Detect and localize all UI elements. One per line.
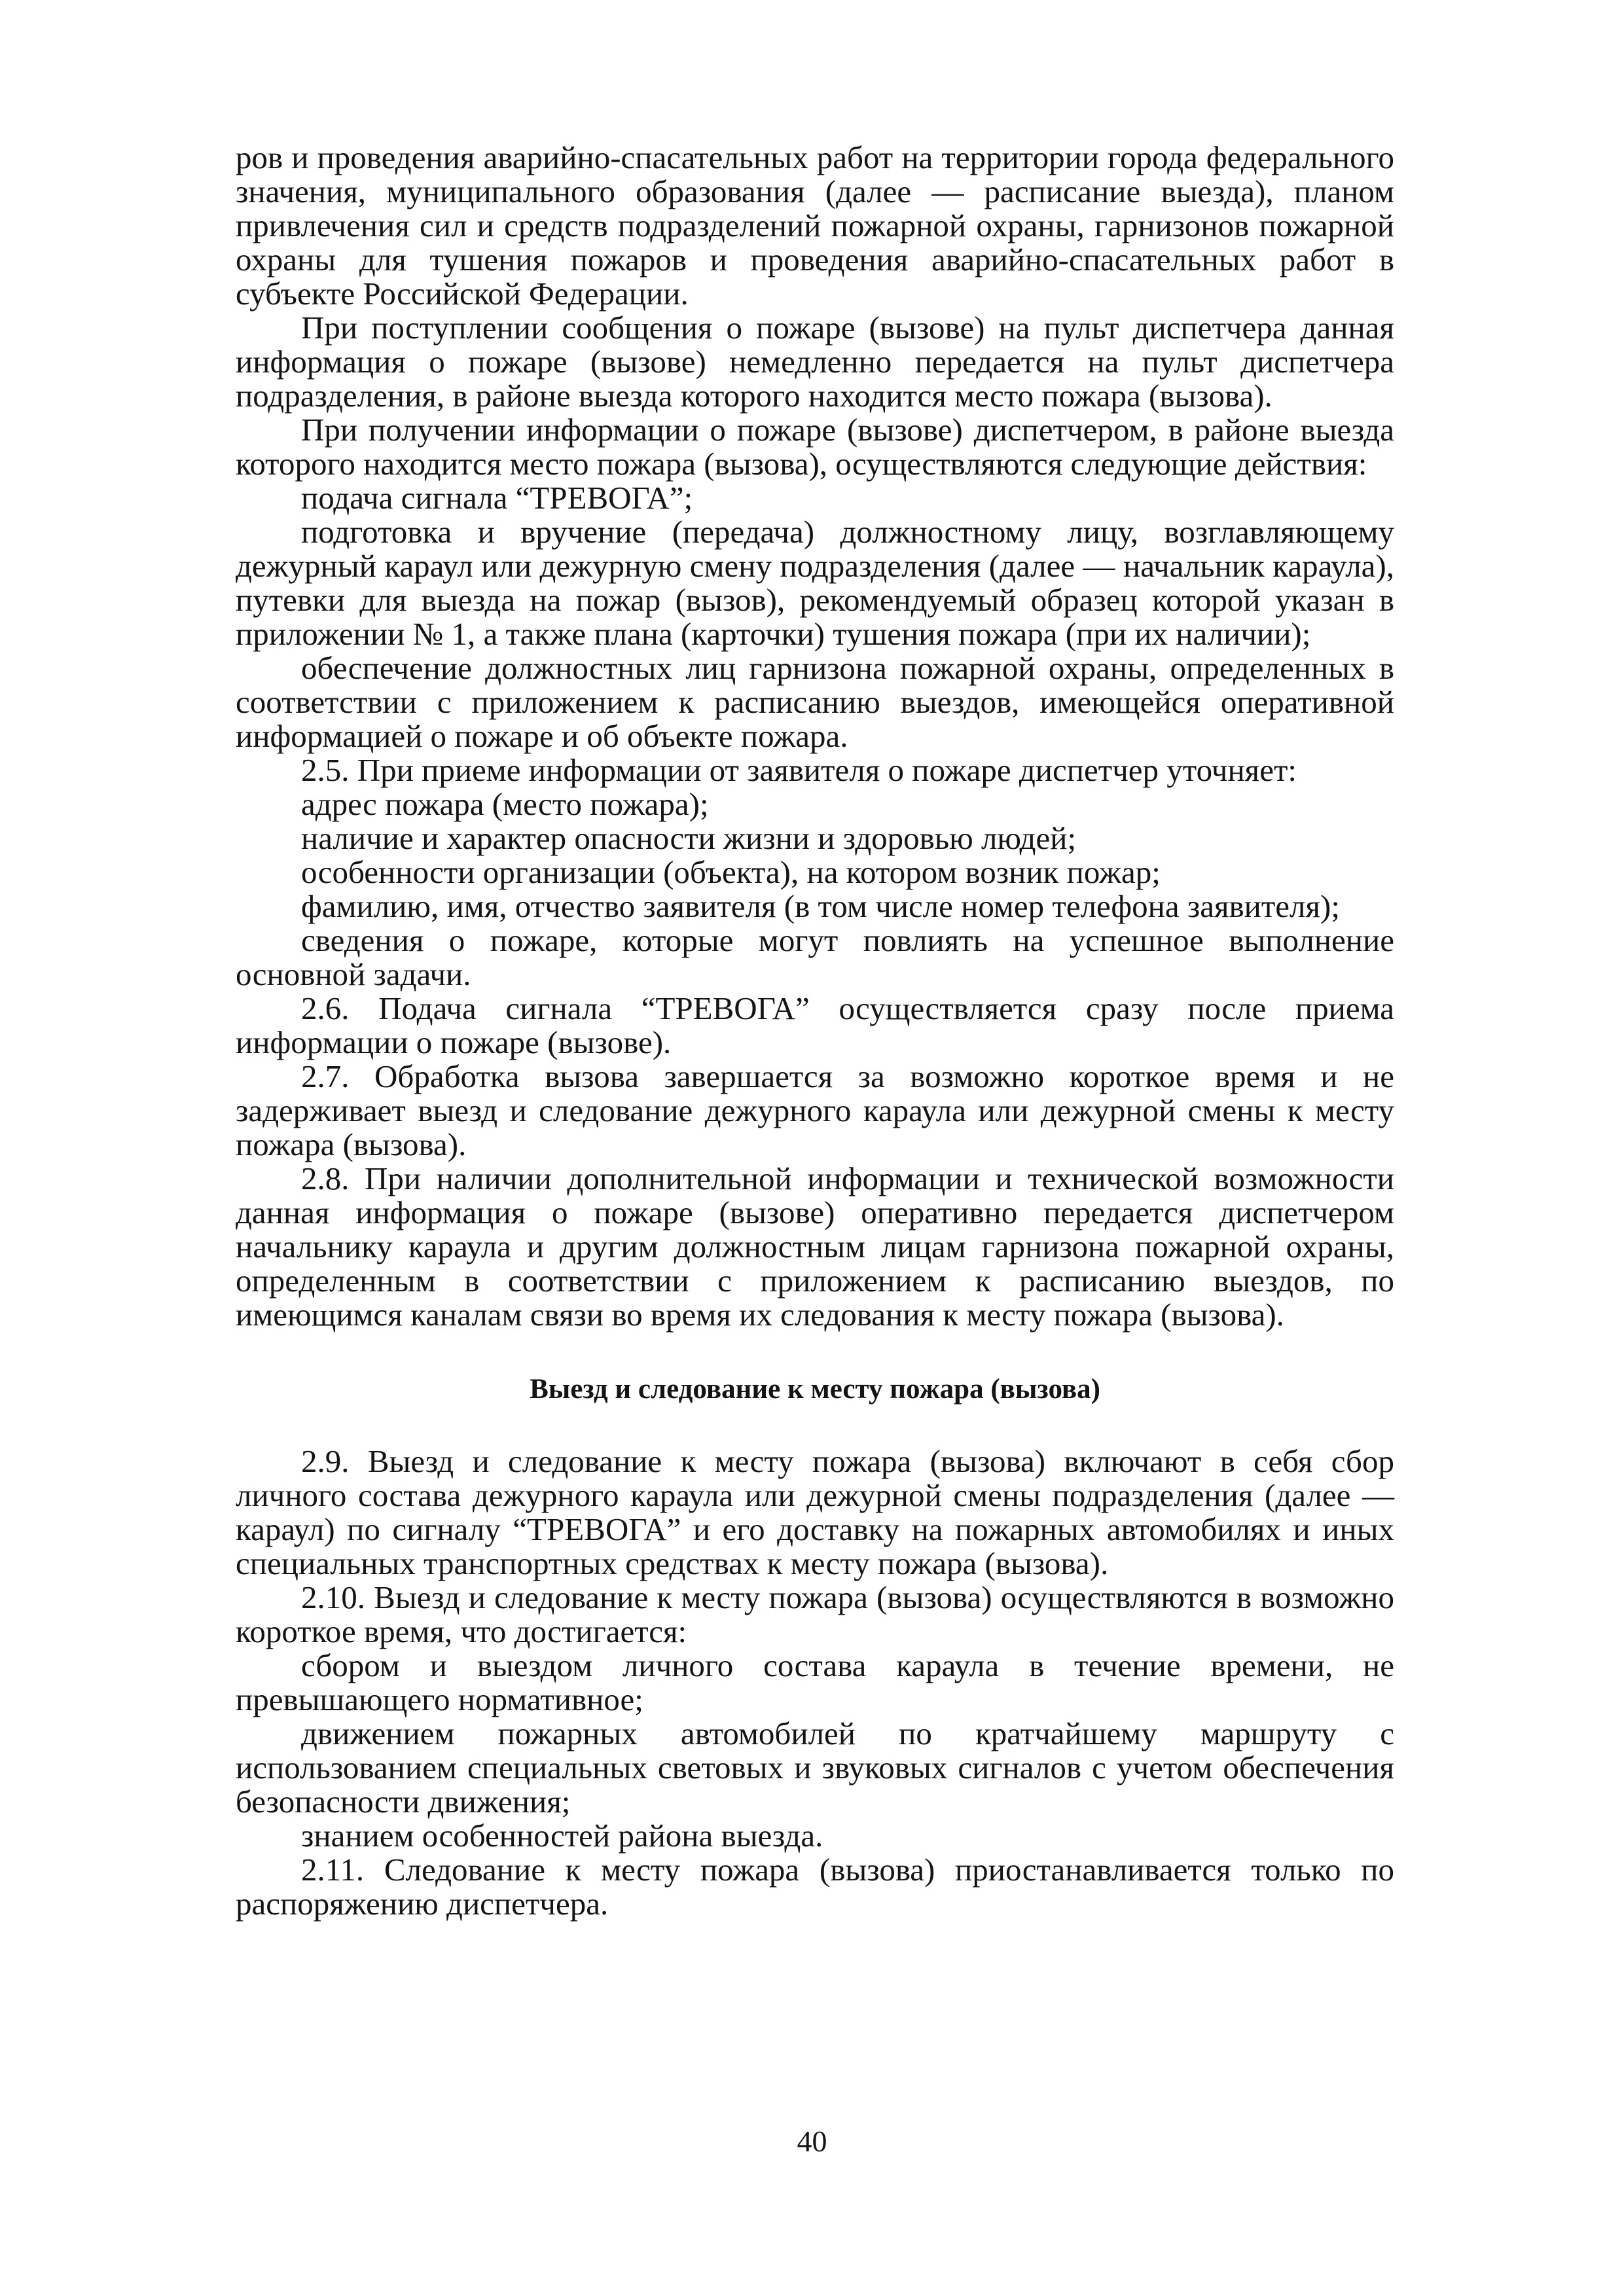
list-item-area-knowledge: знанием особенностей района выезда. bbox=[301, 1818, 823, 1854]
paragraph-2-8: 2.8. При наличии дополнительной информации и технической возможности данная информация о пожаре (вызове) оперативно передается диспетчером начальнику караула и другим должностным лицам гарнизона пожарной охраны, определенным в соответствии с приложением к расписанию выездов, по имеющимся каналам связи во время их следования к месту пожара (вызова). bbox=[236, 1160, 1394, 1333]
list-item-alarm-signal: подача сигнала “ТРЕВОГА”; bbox=[301, 480, 693, 516]
list-item-crew-assembly: сбором и выездом личного состава караула в течение времени, не превышающего нормативное; bbox=[236, 1647, 1394, 1717]
list-item-caller-name: фамилию, имя, отчество заявителя (в том числе номер телефона заявителя); bbox=[301, 888, 1340, 924]
paragraph-2-10: 2.10. Выезд и следование к месту пожара (вызова) осуществляются в возможно короткое время, что достигается: bbox=[236, 1579, 1394, 1649]
list-item-operational-info: обеспечение должностных лиц гарнизона пожарной охраны, определенных в соответствии с приложением к расписанию выездов, имеющейся оперативной информацией о пожаре и об объекте пожара. bbox=[236, 650, 1394, 754]
paragraph-dispatcher-actions: При получении информации о пожаре (вызове) диспетчером, в районе выезда которого находится место пожара (вызова), осуществляются следующие действия: bbox=[236, 412, 1394, 482]
list-item-danger-to-life: наличие и характер опасности жизни и здоровью людей; bbox=[301, 820, 1077, 856]
paragraph-continuation: ров и проведения аварийно-спасательных работ на территории города федерального значения, муниципального образования (далее — расписание выезда), планом привлечения сил и средств подразделений пожарной охраны, гарнизонов пожарной охраны для тушения пожаров и проведения аварийно-спасательных работ в субъекте Российской Федерации. bbox=[236, 139, 1394, 312]
paragraph-2-7: 2.7. Обработка вызова завершается за возможно короткое время и не задерживает выезд и следование дежурного караула или дежурной смены к месту пожара (вызова). bbox=[236, 1058, 1394, 1162]
list-item-fire-address: адрес пожара (место пожара); bbox=[301, 786, 709, 822]
document-body bbox=[236, 141, 1394, 1921]
list-item-shortest-route: движением пожарных автомобилей по кратчайшему маршруту с использованием специальных световых и звуковых сигналов с учетом обеспечения безопасности движения; bbox=[236, 1715, 1394, 1820]
paragraph-2-6: 2.6. Подача сигнала “ТРЕВОГА” осуществляется сразу после приема информации о пожаре (вызове). bbox=[236, 990, 1394, 1060]
paragraph-2-11: 2.11. Следование к месту пожара (вызова) приостанавливается только по распоряжению диспетчера. bbox=[236, 1852, 1394, 1922]
list-item-dispatch-ticket: подготовка и вручение (передача) должностному лицу, возглавляющему дежурный караул или дежурную смену подразделения (далее — начальник караула), путевки для выезда на пожар (вызов), рекомендуемый образец которой указан в приложении № 1, а также плана (карточки) тушения пожара (при их наличии); bbox=[236, 514, 1394, 652]
paragraph-2-9: 2.9. Выезд и следование к месту пожара (вызова) включают в себя сбор личного состава дежурного караула или дежурной смены подразделения (далее — караул) по сигналу “ТРЕВОГА” и его доставку на пожарных автомобилях и иных специальных транспортных средствах к месту пожара (вызова). bbox=[236, 1443, 1394, 1581]
list-item-fire-details: сведения о пожаре, которые могут повлиять на успешное выполнение основной задачи. bbox=[236, 922, 1394, 992]
paragraph-message-receipt: При поступлении сообщения о пожаре (вызове) на пульт диспетчера данная информация о пожаре (вызове) немедленно передается на пульт диспетчера подразделения, в районе выезда которого находится место пожара (вызова). bbox=[236, 310, 1394, 414]
list-item-object-features: особенности организации (объекта), на котором возник пожар; bbox=[301, 854, 1161, 890]
section-heading: Выезд и следование к месту пожара (вызова) bbox=[530, 1374, 1100, 1405]
paragraph-2-5: 2.5. При приеме информации от заявителя о пожаре диспетчер уточняет: bbox=[301, 752, 1297, 788]
page-number: 40 bbox=[797, 2125, 827, 2158]
